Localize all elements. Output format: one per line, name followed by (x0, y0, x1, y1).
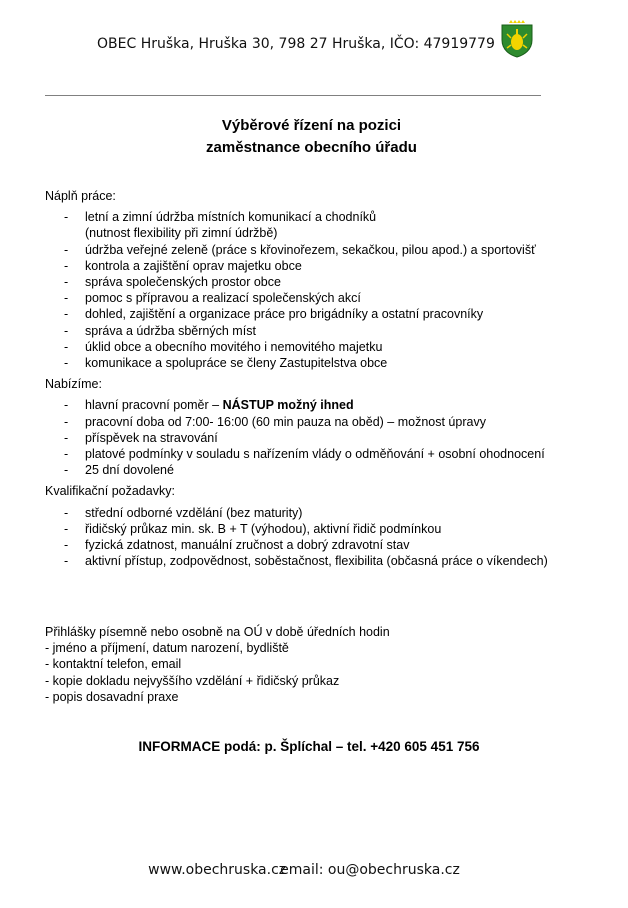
section-label-napln: Náplň práce: (45, 189, 116, 203)
application-intro: Přihlášky písemně nebo osobně na OÚ v době úředních hodin (45, 625, 390, 639)
application-instructions (45, 624, 390, 705)
nabizime-list (45, 397, 585, 478)
section-label-nabizime: Nabízíme: (45, 377, 102, 392)
list-item-note: (nutnost flexibility při zimní údržbě) (85, 226, 278, 241)
document-body (45, 188, 585, 574)
application-line: - kontaktní telefon, email (45, 657, 182, 672)
header-org-line: OBEC Hruška, Hruška 30, 798 27 Hruška, IČO: 47919779 (97, 36, 495, 52)
section-label-kvalifikace: Kvalifikační požadavky: (45, 484, 175, 499)
application-line: - jméno a příjmení, datum narození, bydliště (45, 641, 289, 656)
list-item-text: hlavní pracovní poměr – (85, 398, 223, 413)
list-item: - příspěvek na stravování (45, 430, 585, 446)
list-item: - 25 dní dovolené (45, 462, 585, 478)
title-line-2: zaměstnance obecního úřadu (206, 139, 417, 156)
list-item: - úklid obce a obecního movitého i nemovitého majetku (45, 339, 585, 355)
footer-email: email: ou@obechruska.cz (280, 862, 460, 878)
application-line: - popis dosavadní praxe (45, 689, 179, 704)
footer-website: www.obechruska.cz (148, 862, 287, 878)
list-item: - dohled, zajištění a organizace práce pro brigádníky a ostatní pracovníky (45, 306, 585, 322)
list-item-emphasis: NÁSTUP možný ihned (222, 398, 354, 413)
list-item: - řidičský průkaz min. sk. B + T (výhodou), aktivní řidič podmínkou (45, 521, 585, 537)
list-item (45, 397, 585, 413)
list-item: - správa společenských prostor obce (45, 274, 585, 290)
list-item: - komunikace a spolupráce se členy Zastupitelstva obce (45, 355, 585, 371)
application-line: - kopie dokladu nejvyššího vzdělání + řidičský průkaz (45, 673, 340, 688)
list-item-text: letní a zimní údržba místních komunikací a chodníků (85, 210, 377, 225)
list-item: - údržba veřejné zeleně (práce s křovinořezem, sekačkou, pilou apod.) a sportovišť (45, 242, 585, 258)
document-title (0, 115, 628, 159)
list-item (45, 209, 585, 241)
list-item: - fyzická zdatnost, manuální zručnost a dobrý zdravotní stav (45, 537, 585, 553)
list-item: - platové podmínky v souladu s nařízením vlády o odměňování + osobní ohodnocení (45, 446, 585, 462)
footer-contacts (148, 862, 460, 878)
list-item: - kontrola a zajištění oprav majetku obce (45, 258, 585, 274)
kvalifikace-list (45, 505, 585, 570)
list-item: - pomoc s přípravou a realizací společenských akcí (45, 290, 585, 306)
napln-list (45, 209, 585, 371)
list-item: - aktivní přístup, zodpovědnost, soběstačnost, flexibilita (občasná práce o víkendech) (45, 553, 585, 569)
list-item: - pracovní doba od 7:00- 16:00 (60 min pauza na oběd) – možnost úpravy (45, 414, 585, 430)
header-divider (45, 95, 541, 96)
footer (0, 862, 628, 878)
list-item: - střední odborné vzdělání (bez maturity) (45, 505, 585, 521)
list-item: - správa a údržba sběrných míst (45, 323, 585, 339)
contact-info-text: INFORMACE podá: p. Šplíchal – tel. +420 605 451 756 (138, 739, 480, 754)
contact-info (0, 739, 628, 754)
title-line-1: Výběrové řízení na pozici (221, 117, 402, 134)
municipal-crest-icon (500, 20, 534, 58)
